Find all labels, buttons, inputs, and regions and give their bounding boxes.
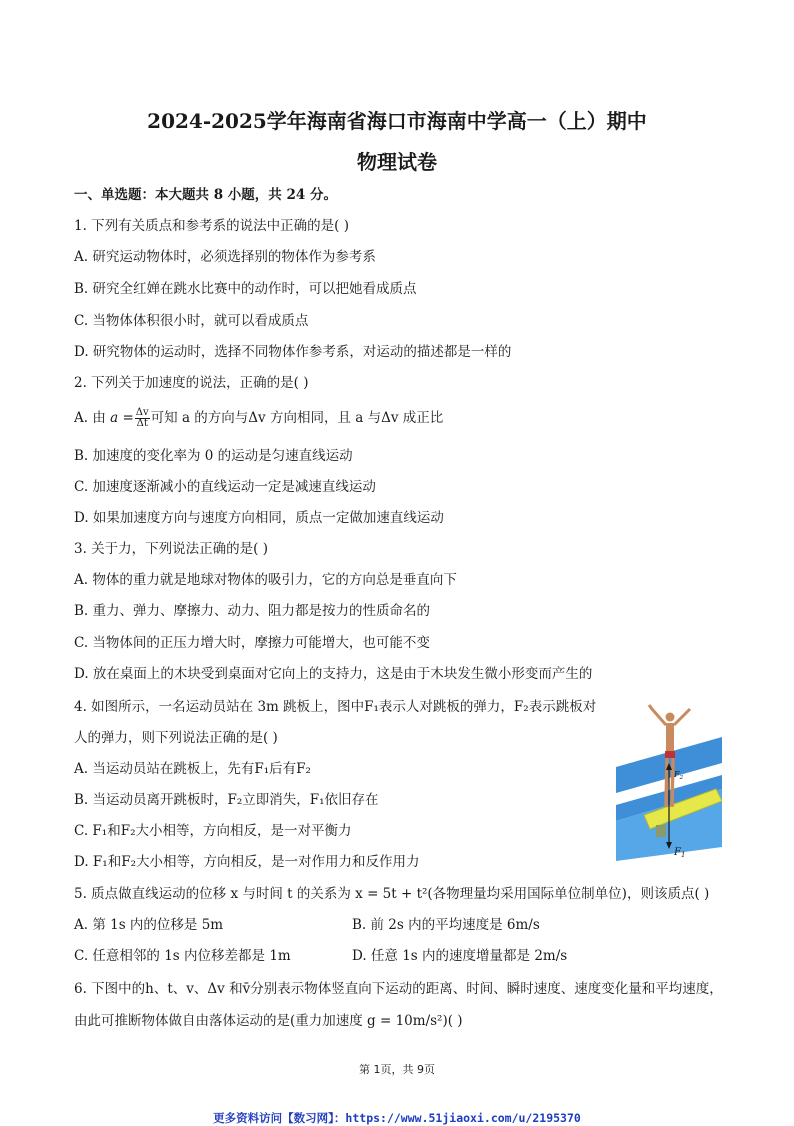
question-3-stem: 3. 关于力，下列说法正确的是( ) bbox=[74, 541, 268, 557]
page-number: 第 1页，共 9页 bbox=[359, 1063, 435, 1076]
question-1-option-b: B. 研究全红婵在跳水比赛中的动作时，可以把她看成质点 bbox=[74, 281, 417, 297]
question-5-stem: 5. 质点做直线运动的位移 x 与时间 t 的关系为 x = 5t + t²(各物理量均采用国际单位制单位)，则该质点( ) bbox=[74, 886, 710, 902]
question-3-option-b: B. 重力、弹力、摩擦力、动力、阻力都是按力的性质命名的 bbox=[74, 603, 431, 619]
question-6-stem-line1: 6. 下图中的h、t、v、Δv 和v̄分别表示物体竖直向下运动的距离、时间、瞬时速度、速度变化量和平均速度， bbox=[74, 981, 723, 997]
head bbox=[666, 713, 675, 722]
question-3-option-a: A. 物体的重力就是地球对物体的吸引力，它的方向总是垂直向下 bbox=[74, 572, 457, 588]
question-4-option-b: B. 当运动员离开跳板时，F₂立即消失，F₁依旧存在 bbox=[74, 792, 379, 808]
question-1-option-a: A. 研究运动物体时，必须选择别的物体作为参考系 bbox=[74, 249, 376, 265]
option-a-prefix: A. 由 bbox=[74, 410, 111, 426]
document-subtitle: 物理试卷 bbox=[357, 150, 437, 174]
section-heading: 一、单选题：本大题共 8 小题，共 24 分。 bbox=[74, 187, 337, 203]
formula-lhs: a = bbox=[110, 410, 134, 426]
board-support bbox=[656, 825, 666, 837]
question-3-option-c: C. 当物体间的正压力增大时，摩擦力可能增大，也可能不变 bbox=[74, 635, 430, 651]
question-2-option-d: D. 如果加速度方向与速度方向相同，质点一定做加速直线运动 bbox=[74, 510, 444, 526]
question-4-stem-line1: 4. 如图所示，一名运动员站在 3m 跳板上，图中F₁表示人对跳板的弹力，F₂表示跳板对 bbox=[74, 699, 597, 715]
question-2-stem: 2. 下列关于加速度的说法，正确的是( ) bbox=[74, 375, 309, 391]
question-4-option-a: A. 当运动员站在跳板上，先有F₁后有F₂ bbox=[74, 761, 311, 777]
question-5-option-b: B. 前 2s 内的平均速度是 6m/s bbox=[352, 917, 540, 933]
question-4-option-c: C. F₁和F₂大小相等，方向相反，是一对平衡力 bbox=[74, 823, 352, 839]
resource-link[interactable]: 更多资料访问【数习网】：https://www.51jiaoxi.com/u/2195370 bbox=[213, 1111, 581, 1125]
swimsuit bbox=[665, 751, 675, 758]
fraction-denominator: Δt bbox=[136, 418, 148, 429]
f1-label: $F_1$ bbox=[674, 847, 686, 859]
question-1-option-c: C. 当物体体积很小时，就可以看成质点 bbox=[74, 313, 309, 329]
torso bbox=[666, 723, 674, 751]
question-3-option-d: D. 放在桌面上的木块受到桌面对它向上的支持力，这是由于木块发生微小形变而产生的 bbox=[74, 666, 593, 682]
document-title: 2024-2025学年海南省海口市海南中学高一（上）期中 bbox=[147, 109, 647, 133]
question-1-option-d: D. 研究物体的运动时，选择不同物体作参考系，对运动的描述都是一样的 bbox=[74, 344, 512, 360]
delta-v-over-delta-t-fraction bbox=[135, 408, 150, 429]
option-a-text: 可知 a 的方向与Δv 方向相同，且 a 与Δv 成正比 bbox=[150, 410, 444, 426]
question-5-option-c: C. 任意相邻的 1s 内位移差都是 1m bbox=[74, 948, 291, 964]
diver-figure bbox=[616, 697, 722, 861]
question-6-stem-line2: 由此可推断物体做自由落体运动的是(重力加速度 g = 10m/s²)( ) bbox=[74, 1013, 463, 1029]
question-5-option-a: A. 第 1s 内的位移是 5m bbox=[74, 917, 224, 933]
fraction-numerator: Δv bbox=[135, 407, 149, 418]
question-4-option-d: D. F₁和F₂大小相等，方向相反，是一对作用力和反作用力 bbox=[74, 854, 420, 870]
question-2-option-b: B. 加速度的变化率为 0 的运动是匀速直线运动 bbox=[74, 448, 353, 464]
question-1-stem: 1. 下列有关质点和参考系的说法中正确的是( ) bbox=[74, 218, 349, 234]
question-4-stem-line2: 人的弹力，则下列说法正确的是( ) bbox=[74, 730, 278, 746]
question-2-option-a bbox=[74, 408, 443, 429]
f2-label: $F_2$ bbox=[674, 770, 684, 781]
question-5-option-d: D. 任意 1s 内的速度增量都是 2m/s bbox=[352, 948, 568, 964]
question-2-option-c: C. 加速度逐渐减小的直线运动一定是减速直线运动 bbox=[74, 479, 376, 495]
